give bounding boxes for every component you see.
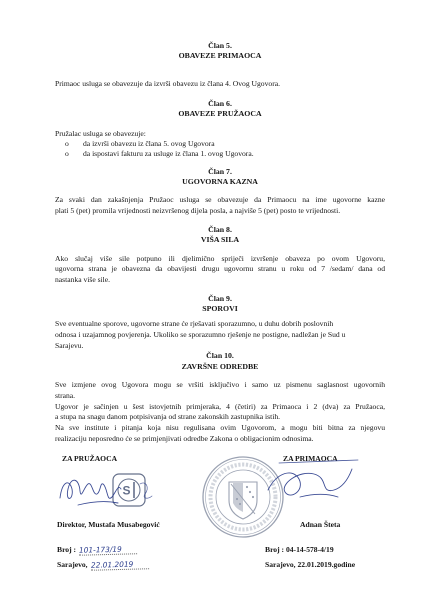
body-line: Pružalac usluga se obavezuje: [55, 128, 146, 138]
article-9-heading [55, 294, 385, 316]
article-number: Član 9. [208, 293, 232, 303]
recipient-number: Broj : 04-14-578-4/19 [265, 545, 334, 554]
body-line: Na sve institute i pitanja koja nisu regulisana ovim Ugovorom, a mogu biti bitna za njegovu [55, 423, 385, 433]
article-7-body [55, 195, 385, 217]
article-title: ZAVRŠNE ODREDBE [181, 361, 259, 371]
body-line: strana. [55, 390, 76, 400]
article-title: OBAVEZE PRIMAOCA [178, 51, 262, 61]
list-item [55, 149, 385, 159]
provider-place-label: Sarajevo, [57, 560, 88, 569]
recipient-signature [268, 469, 352, 497]
recipient-place-date: Sarajevo, 22.01.2019.godine [265, 560, 356, 569]
body-line: nastanka više sile. [55, 275, 111, 285]
body-line: Primaoc usluga se obavezuje da izvrši obavezu iz člana 4. Ovog Ugovora. [55, 78, 280, 88]
article-6-heading [55, 99, 385, 121]
list-item-text: da izvrši obavezu iz člana 5. ovog Ugovora [83, 139, 215, 148]
article-6-intro [55, 129, 385, 140]
coat-of-arms-icon [229, 482, 257, 519]
list-item-text: da ispostavi fakturu za usluge iz člana 1. ovog Ugovora. [83, 149, 254, 159]
article-6-bullet-list [55, 139, 385, 160]
recipient-heading: ZA PRIMAOCA [283, 454, 338, 463]
provider-date-handwritten: 22.01.2019 [90, 559, 148, 571]
provider-signature [60, 480, 121, 505]
article-title: VIŠA SILA [200, 235, 240, 245]
article-number: Član 5. [208, 40, 232, 50]
article-number: Član 6. [208, 98, 232, 108]
body-line: Sarajevu. [55, 340, 84, 350]
body-line: a stupa na snagu danom potpisivanja od strane zakonskih zastupnika istih. [55, 412, 281, 422]
provider-signature-flourish [140, 483, 152, 498]
article-5-body [55, 79, 385, 90]
article-number: Član 8. [208, 224, 232, 234]
bullet-marker: o [65, 149, 69, 159]
body-line: Ako slučaj više sile potpuno ili djelimično spriječi izvršenje obaveza po ovom Ugovoru, [55, 253, 385, 263]
article-9-body [55, 319, 385, 351]
provider-stamp-logo [113, 474, 145, 506]
article-8-heading [55, 225, 385, 247]
provider-signatory: Direktor, Mustafa Musabegović [57, 520, 160, 529]
recipient-seal [203, 457, 283, 537]
body-line: Za svaki dan zakašnjenja Pružaoc usluga se obavezuje da Primaocu na ime ugovorne kazne [55, 195, 385, 204]
provider-number-row [57, 544, 137, 555]
body-line: realizaciju neposredno će se primjenjivati odredbe Zakona o obligacionim odnosima. [55, 433, 314, 443]
body-line: ugovorna strana je obavezna da obavijesti drugu ugovornu stranu u roku od 7 /sedam/ dana od [55, 264, 385, 274]
article-10-heading [55, 351, 385, 373]
article-10-body [55, 380, 385, 445]
body-line: Ugovor je sačinjen u šest istovjetnih primjeraka, 4 (četiri) za Primaoca i 2 (dva) za Pružaoca, [55, 401, 385, 411]
body-line: plati 5 (pet) promila vrijednosti neizvršenog dijela posla, a najviše 5 (pet) posto te vrijednosti. [55, 205, 341, 215]
article-8-body [55, 254, 385, 286]
provider-number-label: Broj : [57, 545, 77, 554]
article-number: Član 10. [206, 351, 234, 360]
article-7-heading [55, 167, 385, 189]
article-number: Član 7. [208, 166, 232, 176]
provider-date-row [57, 559, 149, 570]
recipient-signatory: Adnan Šteta [300, 520, 341, 529]
body-line: odnosa i uzajamnog povjerenja. Ukoliko se sporazumno rješenje ne postigne, nadležan je Sud u [55, 329, 346, 339]
article-5-heading [55, 41, 385, 63]
body-line: Sve eventualne sporove, ugovorne strane će rješavati sporazumno, u duhu dobrih poslovnih [55, 319, 334, 328]
provider-logo-letter: S [122, 483, 131, 498]
article-title: OBAVEZE PRUŽAOCA [178, 109, 262, 119]
provider-number-handwritten: 101-173/19 [79, 544, 137, 556]
article-title: UGOVORNA KAZNA [182, 177, 258, 187]
body-line: Sve izmjene ovog Ugovora mogu se vršiti isključivo i samo uz pismenu saglasnost ugovornih [55, 380, 385, 389]
provider-heading: ZA PRUŽAOCA [62, 454, 118, 463]
list-item [55, 139, 385, 149]
bullet-marker: o [65, 139, 69, 148]
article-title: SPOROVI [202, 304, 238, 314]
